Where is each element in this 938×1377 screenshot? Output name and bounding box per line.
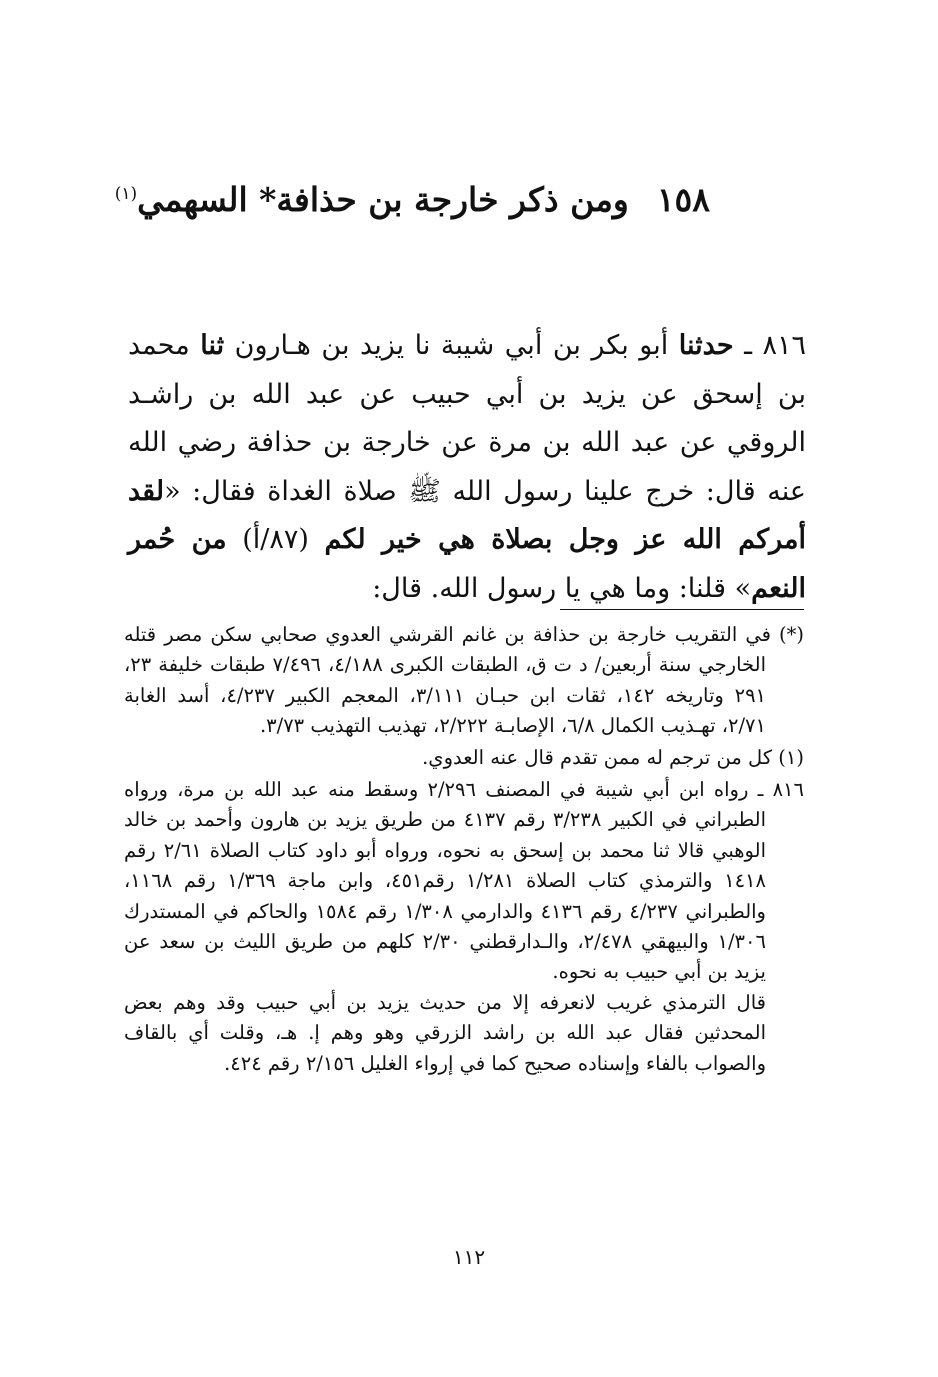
chapter-number: ١٥٨	[656, 180, 710, 219]
hadith-number: ٨١٦ ـ	[744, 330, 807, 361]
matn-end: » قلنا: وما هي يا رسول الله. قال:	[372, 572, 752, 604]
folio-marker: (٨٧/أ)	[242, 524, 309, 555]
hadith-label: حدثنا	[678, 330, 734, 361]
footnote-marker: (١)	[114, 184, 138, 204]
footnote-star: (*) في التقريب خارجة بن حذافة بن غانم القرشي العدوي صحابي سكن مصر قتله الخارجي سنة أربعين/ د ت ق، الطبقات الكبرى ٤/١٨٨، ٧/٤٩٦ طبقات خليفة ٢٣، ٢٩١ وتاريخه ١٤٢، ثقات ابن حبـان ٣/١١١، المعجم الكبير ٤/٢٣٧، أسد الغابة ٢/٧١، تهـذيب الكمال ٦/٨، الإصابـة ٢/٢٢٢، تهذيب التهذيب ٣/٧٣.	[124, 623, 804, 738]
chapter-heading	[114, 180, 710, 219]
quote-part-2: من حُمر النعم	[128, 524, 806, 604]
hadith-paragraph	[128, 322, 806, 613]
page-number: ١١٢	[452, 1245, 486, 1269]
hadith-text	[128, 322, 806, 613]
footnote-1: (١) كل من ترجم له ممن تقدم قال عنه العدوي.	[422, 745, 804, 769]
chapter-title: ومن ذكر خارجة بن حذافة* السهمي	[137, 180, 629, 219]
isnad-part-2: محمد بن إسحق عن يزيد بن أبي حبيب عن عبد الله بن راشـد الروقي عن عبد الله بن مرة عن خارجة بن حذافة رضي الله عنه قال: خرج علينا رسول الله ﷺ صلاة الغداة فقال: «	[128, 330, 806, 507]
footnote-816-continued: قال الترمذي غريب لانعرفه إلا من حديث يزيد بن أبي حبيب وقد وهم بعض المحدثين فقال عبد الله بن راشد الزرقي وهو وهم إ. هـ، وقلت أي بالقاف والصواب بالفاء وإسناده صحيح كما في إرواء الغليل ٢/١٥٦ رقم ٤٢٤.	[124, 990, 766, 1075]
footnote-separator	[560, 609, 804, 610]
isnad-part-1: أبو بكر بن أبي شيبة نا يزيد بن هـارون	[234, 330, 669, 361]
isnad-thana: ثنا	[200, 330, 225, 361]
quote-part-1: لقد أمركم الله عز وجل بصلاة هي خير لكم	[128, 475, 806, 555]
footnotes	[124, 620, 804, 1079]
footnote-816: ٨١٦ ـ رواه ابن أبي شيبة في المصنف ٢/٢٩٦ وسقط منه عبد الله بن مرة، ورواه الطبراني في الكبير ٣/٢٣٨ رقم ٤١٣٧ من طريق يزيد بن هارون وأحمد بن خالد الوهبي قالا ثنا محمد بن إسحق به نحوه، ورواه أبو داود كتاب الصلاة ٢/٦١ رقم ١٤١٨ والترمذي كتاب الصلاة ١/٢٨١ رقم٤٥١، وابن ماجة ١/٣٦٩ رقم ١١٦٨، والطبراني ٤/٢٣٧ رقم ٤١٣٦ والدارمي ١/٣٠٨ رقم ١٥٨٤ والحاكم في المستدرك ١/٣٠٦ والبيهقي ٢/٤٧٨، والـدارقطني ٢/٣٠ كلهم من طريق الليث بن سعد عن يزيد بن أبي حبيب به نحوه.	[124, 778, 804, 984]
